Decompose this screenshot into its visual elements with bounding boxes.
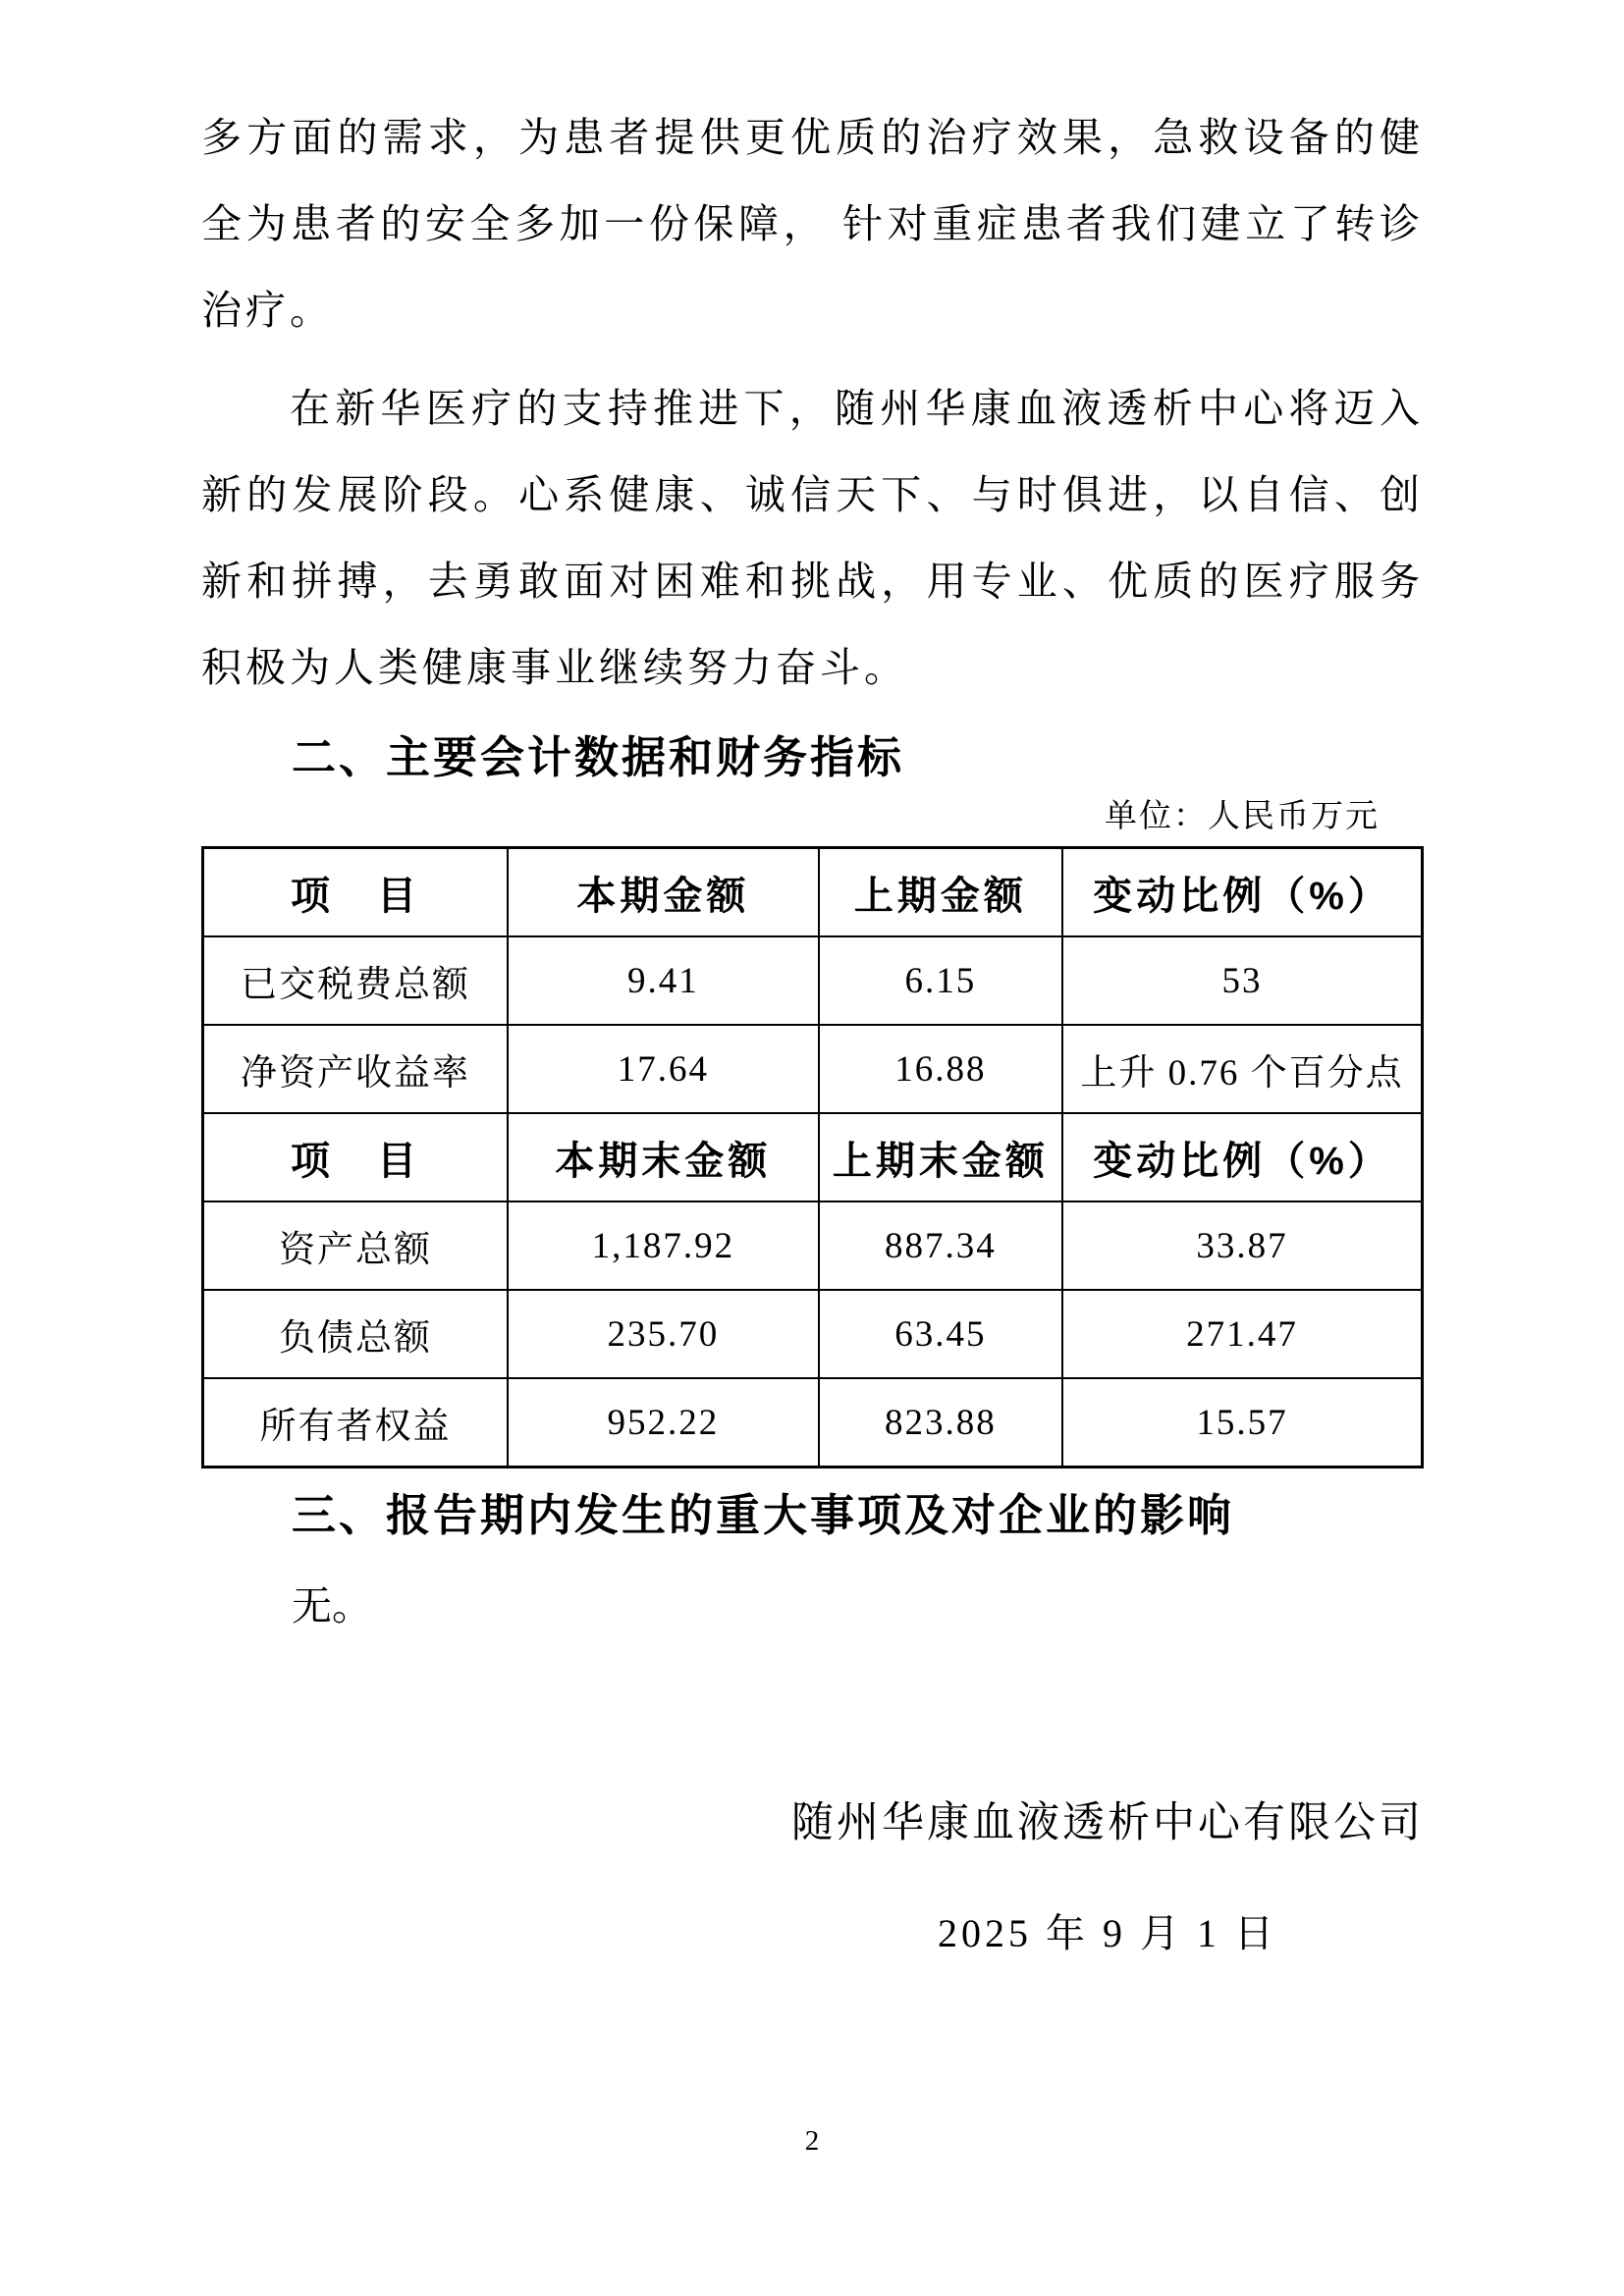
table-cell: 所有者权益 [203, 1378, 509, 1468]
signature-block [791, 1796, 1424, 1958]
table-cell: 净资产收益率 [203, 1025, 509, 1113]
body-paragraph-1: 多方面的需求，为患者提供更优质的治疗效果，急救设备的健全为患者的安全多加一份保障， 针对重症患者我们建立了转诊治疗。 [201, 115, 1424, 333]
table-cell: 项 目 [203, 848, 509, 937]
table-row [203, 1025, 1423, 1113]
table-cell: 变动比例（%） [1062, 848, 1422, 937]
table-cell: 6.15 [819, 936, 1062, 1025]
table-row [203, 936, 1423, 1025]
section-3-heading: 三、报告期内发生的重大事项及对企业的影响 [292, 1490, 1235, 1540]
table-header-row [203, 1113, 1423, 1201]
body-paragraph-2: 在新华医疗的支持推进下，随州华康血液透析中心将迈入新的发展阶段。心系健康、诚信天下、与时俱进，以自信、创新和拼搏，去勇敢面对困难和挑战，用专业、优质的医疗服务积极为人类健康事业继续努力奋斗。 [201, 386, 1424, 690]
table-row [203, 1201, 1423, 1290]
table-row [203, 1378, 1423, 1468]
table-cell: 887.34 [819, 1201, 1062, 1290]
table-cell: 本期金额 [508, 848, 819, 937]
signature-date: 2025 年 9 月 1 日 [938, 1911, 1277, 1955]
signature-company-name: 随州华康血液透析中心有限公司 [791, 1800, 1424, 1846]
table-cell: 1,187.92 [508, 1201, 819, 1290]
table-cell: 9.41 [508, 936, 819, 1025]
table-cell: 16.88 [819, 1025, 1062, 1113]
table-cell: 资产总额 [203, 1201, 509, 1290]
table-header-row [203, 848, 1423, 937]
section-3-body: 无。 [292, 1583, 372, 1629]
page-number: 2 [804, 2125, 820, 2157]
table-cell: 271.47 [1062, 1290, 1422, 1378]
table-cell: 已交税费总额 [203, 936, 509, 1025]
table-cell: 17.64 [508, 1025, 819, 1113]
table-cell: 53 [1062, 936, 1422, 1025]
table-cell: 63.45 [819, 1290, 1062, 1378]
table-cell: 负债总额 [203, 1290, 509, 1378]
section-2-heading: 二、主要会计数据和财务指标 [292, 732, 905, 782]
table-cell: 33.87 [1062, 1201, 1422, 1290]
financial-indicators-table [201, 846, 1424, 1468]
table-cell: 上期末金额 [819, 1113, 1062, 1201]
table-cell: 项 目 [203, 1113, 509, 1201]
table-cell: 上期金额 [819, 848, 1062, 937]
table-cell: 15.57 [1062, 1378, 1422, 1468]
table-row [203, 1290, 1423, 1378]
table-cell: 变动比例（%） [1062, 1113, 1422, 1201]
table-unit-note: 单位：人民币万元 [1105, 799, 1380, 834]
table-cell: 823.88 [819, 1378, 1062, 1468]
table-cell: 上升 0.76 个百分点 [1062, 1025, 1422, 1113]
table-cell: 本期末金额 [508, 1113, 819, 1201]
table-cell: 235.70 [508, 1290, 819, 1378]
table-cell: 952.22 [508, 1378, 819, 1468]
